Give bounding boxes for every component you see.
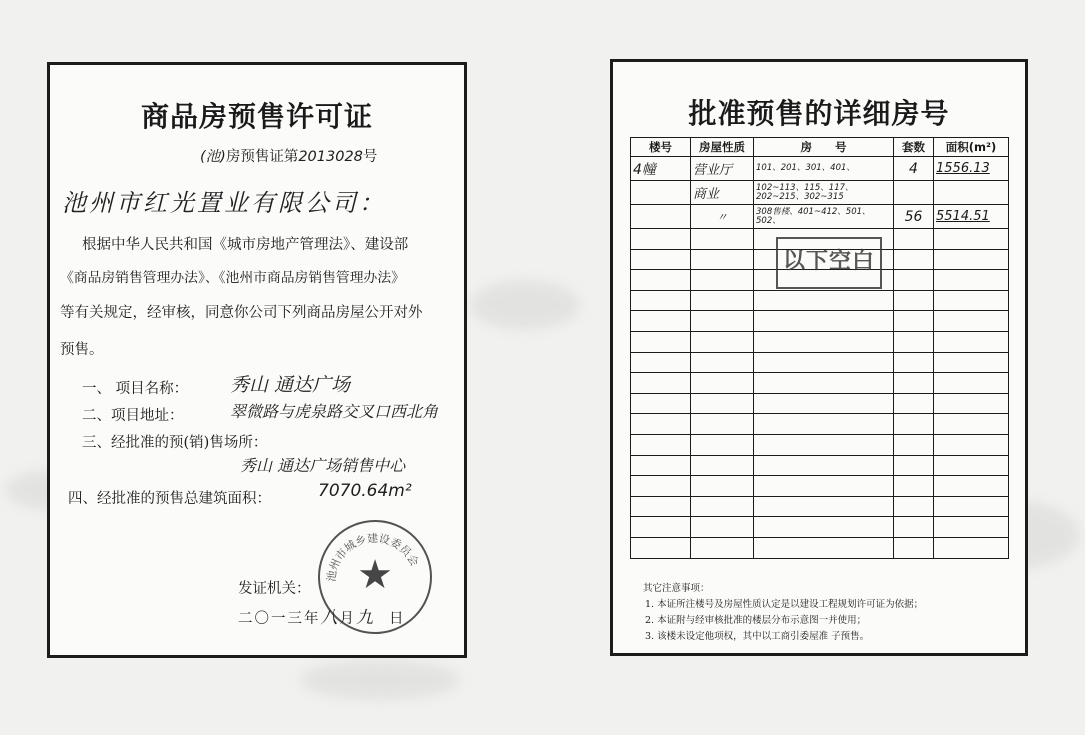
empty-cell: [691, 496, 754, 517]
empty-cell: [934, 229, 1009, 250]
empty-cell: [894, 393, 934, 414]
item-label-3: 三、经批准的预(销)售场所：: [82, 435, 268, 451]
empty-cell: [894, 229, 934, 250]
table-row-empty: [631, 290, 1009, 311]
empty-cell: [754, 476, 894, 497]
scan-smudge: [470, 280, 580, 330]
item-label-4: 四、经批准的预售总建筑面积：: [68, 491, 271, 507]
empty-cell: [631, 290, 691, 311]
empty-cell: [934, 496, 1009, 517]
empty-cell: [631, 331, 691, 352]
empty-cell: [934, 414, 1009, 435]
empty-cell: [631, 393, 691, 414]
empty-cell: [691, 455, 754, 476]
empty-cell: [754, 434, 894, 455]
empty-cell: [934, 537, 1009, 558]
empty-cell: [754, 517, 894, 538]
para-line-2: 《商品房销售管理办法》、《池州市商品房销售管理办法》: [60, 270, 405, 286]
table-row-empty: [631, 537, 1009, 558]
para-line-1: 根据中华人民共和国《城市房地产管理法》、建设部: [82, 237, 409, 253]
empty-cell: [934, 393, 1009, 414]
empty-cell: [894, 311, 934, 332]
empty-cell: [754, 311, 894, 332]
approved-rooms-panel: [610, 59, 1028, 656]
table-row-empty: [631, 414, 1009, 435]
rooms-table: [630, 137, 1009, 559]
table-row-empty: [631, 434, 1009, 455]
header-unit-count: 套数: [894, 138, 934, 157]
header-area: 面积(m²): [934, 138, 1009, 157]
empty-cell: [691, 373, 754, 394]
empty-cell: [894, 476, 934, 497]
svg-text:池州市城乡建设委员会: 池州市城乡建设委员会: [324, 531, 422, 583]
empty-cell: [631, 537, 691, 558]
empty-cell: [754, 496, 894, 517]
item-value-project-name: 秀山 通达广场: [230, 374, 351, 396]
empty-cell: [934, 270, 1009, 291]
empty-cell: [691, 476, 754, 497]
empty-cell: [754, 352, 894, 373]
empty-cell: [631, 249, 691, 270]
empty-cell: [934, 290, 1009, 311]
table-row-empty: [631, 393, 1009, 414]
presale-permit-panel: [47, 62, 467, 658]
empty-cell: [754, 290, 894, 311]
item-value-sales-site: 秀山 通达广场销售中心: [240, 456, 406, 475]
empty-cell: [631, 352, 691, 373]
empty-cell: [934, 311, 1009, 332]
empty-cell: [754, 414, 894, 435]
table-row-empty: [631, 455, 1009, 476]
table-row-empty: [631, 352, 1009, 373]
empty-cell: [934, 476, 1009, 497]
issue-date: 二〇一三年八月九 日: [238, 608, 406, 628]
empty-cell: [934, 517, 1009, 538]
para-line-3: 等有关规定，经审核，同意你公司下列商品房屋公开对外: [60, 305, 423, 321]
empty-cell: [631, 434, 691, 455]
table-row-empty: [631, 373, 1009, 394]
certificate-number: [200, 145, 377, 166]
note-line-2: 2. 本证附与经审核批准的楼层分布示意图一并使用；: [645, 615, 867, 626]
empty-cell: [934, 455, 1009, 476]
cert-number-hand: 2013028: [298, 149, 363, 165]
empty-cell: [894, 373, 934, 394]
empty-cell: [631, 455, 691, 476]
empty-cell: [631, 373, 691, 394]
empty-cell: [691, 311, 754, 332]
table-row: 商业 102~113、115、117、202~215、302~315: [631, 181, 1009, 205]
empty-cell: [691, 229, 754, 250]
note-line-1: 1. 本证所注楼号及房屋性质认定是以建设工程规划许可证为依据；: [645, 599, 924, 610]
empty-cell: [691, 414, 754, 435]
empty-cell: [631, 270, 691, 291]
header-property-type: 房屋性质: [691, 138, 754, 157]
empty-cell: [894, 352, 934, 373]
company-name: 池州市红光置业有限公司：: [62, 189, 386, 217]
cert-suffix: 号: [362, 149, 378, 165]
table-row-empty: [631, 476, 1009, 497]
empty-cell: [754, 537, 894, 558]
table-row-empty: [631, 496, 1009, 517]
item-label-2: 二、项目地址：: [82, 408, 184, 424]
empty-cell: [894, 537, 934, 558]
empty-cell: [934, 331, 1009, 352]
empty-cell: [691, 434, 754, 455]
empty-cell: [754, 455, 894, 476]
below-blank-stamp: 以下空白: [776, 237, 882, 289]
item-value-project-address: 翠微路与虎泉路交叉口西北角: [230, 402, 439, 421]
table-row-empty: [631, 311, 1009, 332]
empty-cell: [631, 496, 691, 517]
empty-cell: [894, 331, 934, 352]
cert-text: 房预售证第: [225, 149, 299, 165]
empty-cell: [894, 290, 934, 311]
seal-star-icon: ★: [357, 552, 393, 598]
table-row-empty: [631, 331, 1009, 352]
empty-cell: [894, 249, 934, 270]
empty-cell: [691, 352, 754, 373]
empty-cell: [631, 414, 691, 435]
empty-cell: [631, 311, 691, 332]
empty-cell: [691, 537, 754, 558]
issuer-label: 发证机关：: [238, 581, 311, 597]
table-header-row: [631, 138, 1009, 157]
scan-smudge: [300, 660, 460, 700]
empty-cell: [631, 517, 691, 538]
empty-cell: [934, 373, 1009, 394]
empty-cell: [754, 331, 894, 352]
permit-title: 商品房预售许可证: [140, 100, 373, 133]
header-building: 楼号: [631, 138, 691, 157]
empty-cell: [934, 434, 1009, 455]
empty-cell: [754, 373, 894, 394]
notes-title: 其它注意事项：: [643, 583, 710, 594]
note-line-3: 3. 该楼未设定他项权，其中以工商引委屋准 子预售。: [645, 631, 870, 642]
empty-cell: [894, 496, 934, 517]
para-line-4: 预售。: [60, 342, 104, 358]
empty-cell: [894, 455, 934, 476]
empty-cell: [894, 517, 934, 538]
empty-cell: [631, 229, 691, 250]
header-room-numbers: 房 号: [754, 138, 894, 157]
item-label-1: 一、 项目名称：: [82, 381, 189, 397]
item-value-total-area: 7070.64m²: [318, 481, 412, 501]
empty-cell: [691, 393, 754, 414]
empty-cell: [934, 249, 1009, 270]
table-row: 〃 308售楼、401~412、501、502、 56 5514.51: [631, 205, 1009, 229]
empty-cell: [691, 249, 754, 270]
table-row-empty: [631, 517, 1009, 538]
empty-cell: [691, 331, 754, 352]
empty-cell: [934, 352, 1009, 373]
notes-block: [643, 581, 923, 645]
empty-cell: [894, 270, 934, 291]
empty-cell: [894, 434, 934, 455]
rooms-title: 批准预售的详细房号: [688, 97, 950, 130]
cert-prefix: (池): [200, 149, 226, 165]
table-row: 4幢 营业厅 101、201、301、401、 4 1556.13: [631, 157, 1009, 181]
empty-cell: [691, 517, 754, 538]
empty-cell: [894, 414, 934, 435]
empty-cell: [631, 476, 691, 497]
empty-cell: [691, 290, 754, 311]
empty-cell: [754, 393, 894, 414]
empty-cell: [691, 270, 754, 291]
